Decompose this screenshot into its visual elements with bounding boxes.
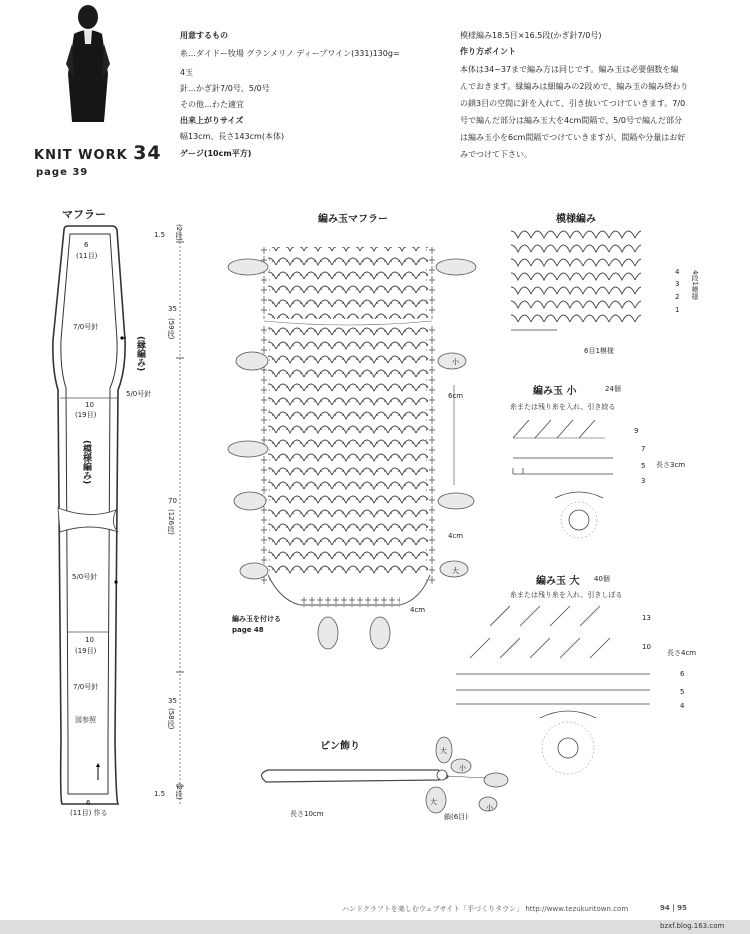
chart-small-count: 24個	[605, 385, 621, 393]
chart-large-length: 長さ4cm	[667, 649, 697, 657]
chart-small-length: 長さ3cm	[656, 461, 686, 469]
chart-large-count: 40個	[594, 575, 610, 583]
materials-yarn: 糸…ダイドー牧場 グランメリノ ディープワイン(331)130g=	[180, 49, 400, 58]
knit-work-title	[34, 142, 162, 164]
dim-a: 35	[168, 305, 177, 313]
muffler-low-stitches: 10	[85, 636, 94, 644]
dim-bottom: 1.5	[154, 790, 166, 798]
watermark-text: bzxf.blog.163.com	[660, 922, 725, 930]
chart-main-attach-page: page 48	[232, 626, 264, 634]
chart-main-spacing-4a: 4cm	[448, 532, 464, 540]
pin-small-2: 小	[486, 804, 493, 812]
chart-main-large-label: 大	[452, 567, 459, 575]
footer-text: ハンドクラフトを楽しむウェブサイト「手づくりタウン」 http://www.tezukuritown.com	[342, 905, 629, 913]
pin-title: ピン飾り	[320, 741, 360, 752]
pin-large-1: 大	[440, 747, 447, 755]
dim-c-rows: (58段)	[167, 708, 175, 730]
instructions-line: は編み玉小を6cm間隔でつけていきますが、間隔や分量はお好	[460, 133, 686, 142]
chart-main-spacing-6: 6cm	[448, 392, 464, 400]
dim-b: 70	[168, 497, 177, 505]
large-row-13: 13	[642, 614, 651, 622]
model-photo	[58, 4, 118, 122]
muffler-needle-top: 7/0号針	[73, 323, 99, 331]
chart-pattern-repeat: 6目1模様	[584, 347, 614, 355]
small-row-7: 7	[641, 445, 646, 453]
chart-pattern-diagram	[505, 226, 675, 341]
pattern-row-4: 4	[675, 268, 680, 276]
chart-pattern-rows-label: 4段1模様	[691, 270, 699, 300]
chart-large-title: 編み玉 大	[536, 576, 580, 587]
chart-small-diagram	[505, 412, 655, 552]
small-row-5: 5	[641, 462, 646, 470]
muffler-edging-label: (縁編み)	[135, 336, 145, 372]
small-row-3: 3	[641, 477, 646, 485]
watermark-bar	[0, 920, 750, 934]
gauge-heading: ゲージ(10cm平方)	[180, 149, 252, 158]
large-row-10: 10	[642, 643, 651, 651]
footer-pages: 94 | 95	[660, 904, 687, 912]
gauge-value: 模様編み18.5目×16.5段(かぎ針7/0号)	[460, 31, 602, 40]
chart-main-spacing-4b: 4cm	[410, 606, 426, 614]
muffler-top-count: (11目)	[76, 252, 98, 260]
materials-other: その他…わた適宜	[180, 100, 244, 109]
pattern-row-3: 3	[675, 280, 680, 288]
size-value: 幅13cm、長さ143cm(本体)	[180, 132, 285, 141]
large-row-6: 6	[680, 670, 685, 678]
work-label: KNIT WORK	[34, 148, 128, 163]
dim-c: 35	[168, 697, 177, 705]
chart-small-note: 糸または残り糸を入れ、引き絞る	[510, 403, 616, 411]
chart-small-title: 編み玉 小	[533, 386, 577, 397]
pin-large-2: 大	[430, 798, 437, 806]
chart-main-diagram	[220, 225, 490, 665]
muffler-ref: 図参照	[75, 716, 96, 724]
small-row-9: 9	[634, 427, 639, 435]
muffler-bottom-stitches: 6	[86, 799, 91, 807]
instructions-line: みでつけて下さい。	[460, 150, 532, 159]
chart-main-attach-note: 編み玉を付ける	[232, 615, 281, 623]
dim-top-rows: (2段)	[175, 224, 183, 241]
instructions-line: の鎖3目の空間に針を入れて、引き抜いてつけていきます。7/0	[460, 99, 686, 108]
pattern-row-2: 2	[675, 293, 680, 301]
materials-needles: 針…かぎ針7/0号、5/0号	[180, 84, 270, 93]
muffler-top-stitches: 6	[84, 241, 89, 249]
large-row-4: 4	[680, 702, 685, 710]
dim-top: 1.5	[154, 231, 166, 239]
muffler-needle-mid: 5/0号針	[72, 573, 98, 581]
work-number: 34	[133, 142, 162, 164]
size-heading: 出来上がりサイズ	[180, 116, 244, 125]
chart-pattern-title: 模様編み	[556, 214, 596, 225]
pattern-row-1: 1	[675, 306, 680, 314]
muffler-needle-low: 7/0号針	[73, 683, 99, 691]
pin-small-1: 小	[459, 764, 466, 772]
instructions-line: 本体は34−37まで編み方は同じです。編み玉は必要個数を編	[460, 65, 679, 74]
muffler-bottom-count: (11目) 作る	[70, 809, 108, 817]
materials-yarn-balls: 4玉	[180, 68, 194, 77]
dim-bottom-rows: (2段)	[175, 783, 183, 800]
muffler-mid-count: (19目)	[75, 411, 97, 419]
muffler-pattern-label: (模様編み)	[81, 440, 91, 485]
large-row-5: 5	[680, 688, 685, 696]
muffler-title: マフラー	[62, 208, 106, 221]
muffler-mid-stitches: 10	[85, 401, 94, 409]
instructions-heading: 作り方ポイント	[460, 47, 516, 56]
muffler-edging-needle: 5/0号針	[126, 390, 152, 398]
chart-main-title: 編み玉マフラー	[318, 214, 388, 225]
chart-large-note: 糸または残り糸を入れ、引きしぼる	[510, 591, 623, 599]
dim-b-rows: (126段)	[167, 509, 175, 535]
chart-main-small-label: 小	[452, 358, 459, 366]
instructions-line: 号で編んだ部分は編み玉大を4cm間隔で、5/0号で編んだ部分	[460, 116, 682, 125]
muffler-low-count: (19目)	[75, 647, 97, 655]
pin-chain: 鎖(6目)	[444, 813, 468, 821]
page-reference: page 39	[36, 167, 89, 178]
pin-length: 長さ10cm	[290, 810, 324, 818]
materials-heading: 用意するもの	[180, 31, 228, 40]
instructions-line: んでおきます。縁編みは細編みの2段めで、編み玉の編み終わり	[460, 82, 689, 91]
dim-a-rows: (59段)	[167, 318, 175, 340]
